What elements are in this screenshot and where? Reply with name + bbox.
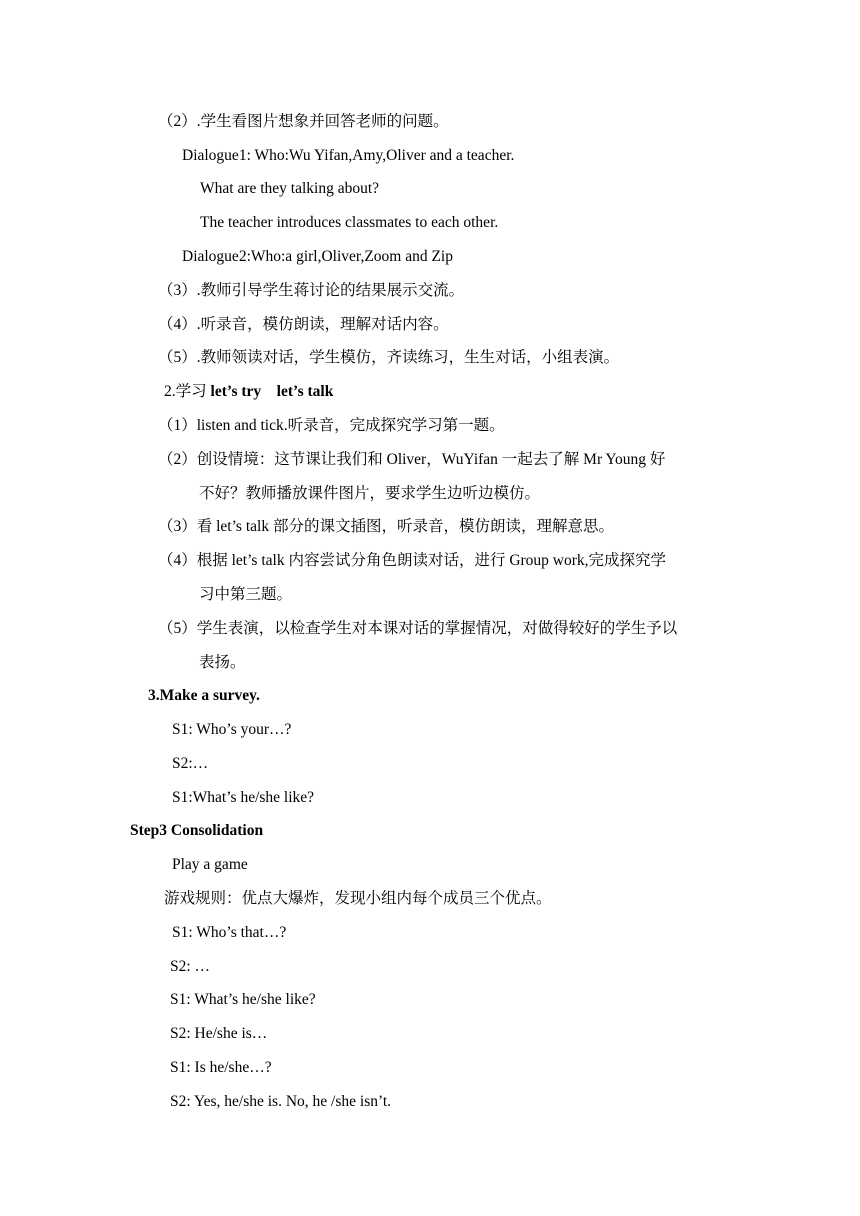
dialogue1-answer: The teacher introduces classmates to each other. (200, 214, 499, 231)
survey-line-2: S2:… (172, 755, 209, 772)
game-line-5: S1: Is he/she…? (170, 1059, 272, 1076)
section-2-prefix: 2.学习 (164, 383, 211, 400)
step3-heading: Step3 Consolidation (130, 822, 264, 839)
game-rules: 游戏规则：优点大爆炸，发现小组内每个成员三个优点。 (164, 890, 552, 907)
section-2-title: let’s try let’s talk (210, 383, 334, 400)
game-line-2: S2: … (170, 958, 211, 975)
dialogue2-who: Dialogue2:Who:a girl,Oliver,Zoom and Zip (182, 248, 453, 265)
step-item-2: （2）.学生看图片想象并回答老师的问题。 (158, 113, 449, 130)
dialogue1-question: What are they talking about? (200, 180, 380, 197)
game-line-6: S2: Yes, he/she is. No, he /she isn’t. (170, 1093, 392, 1110)
dialogue1-who: Dialogue1: Who:Wu Yifan,Amy,Oliver and a teacher. (182, 147, 515, 164)
talk-item-5: （5）学生表演，以检查学生对本课对话的掌握情况，对做得较好的学生予以 (158, 620, 678, 637)
play-a-game: Play a game (172, 856, 248, 873)
talk-item-2-cont: 不好？教师播放课件图片，要求学生边听边模仿。 (199, 485, 541, 502)
step-item-4: （4）.听录音，模仿朗读，理解对话内容。 (158, 316, 449, 333)
game-line-1: S1: Who’s that…? (172, 924, 287, 941)
survey-line-1: S1: Who’s your…? (172, 721, 292, 738)
section-2-heading (164, 382, 333, 402)
talk-item-2: （2）创设情境：这节课让我们和 Oliver，WuYifan 一起去了解 Mr Young 好 (158, 451, 666, 468)
game-line-3: S1: What’s he/she like? (170, 991, 316, 1008)
section-3-heading: 3.Make a survey. (148, 687, 260, 704)
talk-item-5-cont: 表扬。 (199, 654, 246, 671)
talk-item-4: （4）根据 let’s talk 内容尝试分角色朗读对话，进行 Group work,完成探究学 (158, 552, 667, 569)
talk-item-4-cont: 习中第三题。 (199, 586, 293, 603)
game-line-4: S2: He/she is… (170, 1025, 268, 1042)
step-item-3: （3）.教师引导学生蒋讨论的结果展示交流。 (158, 282, 465, 299)
step-item-5: （5）.教师领读对话，学生模仿，齐读练习，生生对话，小组表演。 (158, 349, 620, 366)
survey-line-3: S1:What’s he/she like? (172, 789, 315, 806)
talk-item-3: （3）看 let’s talk 部分的课文插图，听录音，模仿朗读，理解意思。 (158, 518, 614, 535)
talk-item-1: （1）listen and tick.听录音，完成探究学习第一题。 (158, 417, 505, 434)
